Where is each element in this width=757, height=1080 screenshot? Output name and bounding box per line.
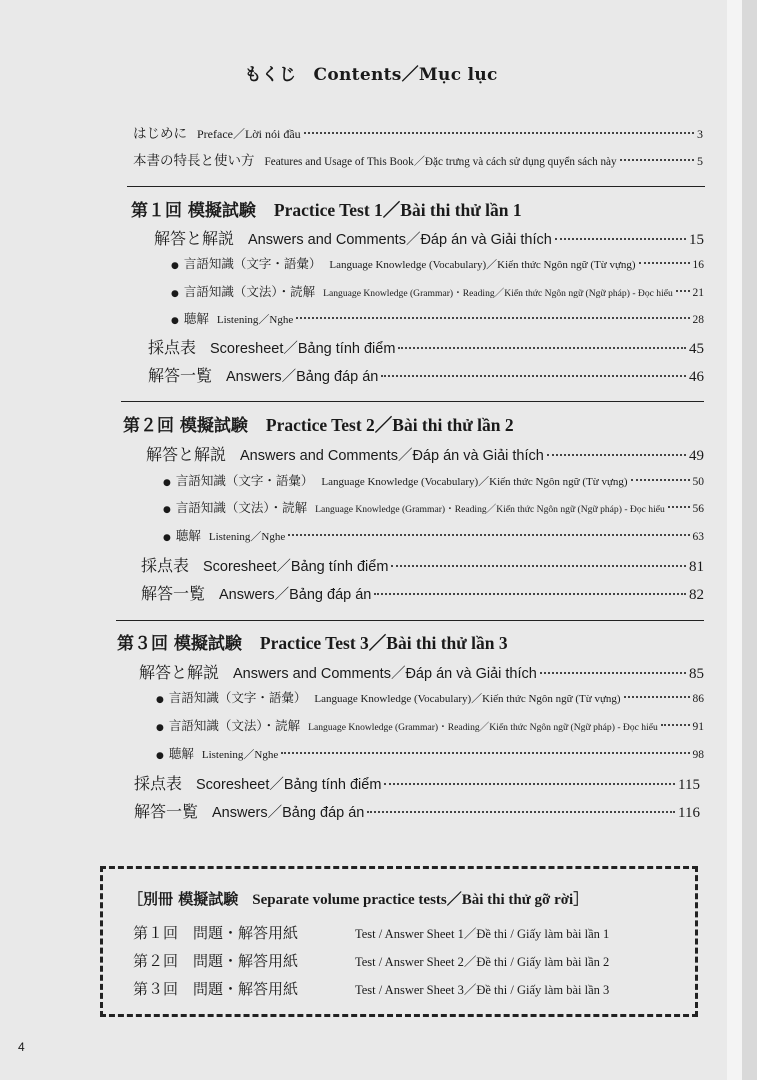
- dot-leader: [296, 317, 689, 319]
- section-rule: [127, 186, 705, 187]
- separate-row: [133, 950, 609, 971]
- entry-en: Answers／Bảng đáp án: [212, 805, 365, 821]
- dot-leader: [374, 593, 686, 595]
- toc-entry-features: [133, 149, 703, 169]
- dot-leader: [631, 479, 690, 481]
- toc-entry-scoresheet: [134, 771, 700, 794]
- page-ref: 91: [692, 721, 704, 733]
- entry-en: Listening／Nghe: [216, 314, 294, 326]
- toc-entry-vocabulary: [156, 688, 704, 706]
- dot-leader: [620, 159, 694, 161]
- dot-leader: [676, 290, 690, 292]
- separate-title-en: Separate volume practice tests／Bài thi thử gỡ rời］: [252, 892, 589, 908]
- dot-leader: [661, 724, 690, 726]
- dot-leader: [668, 506, 690, 508]
- section-heading-en: Practice Test 2／Bài thi thử lần 2: [265, 415, 514, 435]
- page-ref: 82: [689, 587, 704, 603]
- section-heading: [131, 196, 522, 222]
- dot-leader: [398, 347, 686, 349]
- separate-row-jp: 第１回 問題・解答用紙: [133, 924, 299, 942]
- entry-en: Listening／Nghe: [208, 531, 286, 543]
- toc-entry-answers: [141, 581, 704, 604]
- entry-jp: 解答一覧: [148, 366, 213, 385]
- separate-row: [133, 922, 609, 943]
- entry-en: Answers／Bảng đáp án: [226, 369, 379, 385]
- dot-leader: [547, 454, 686, 456]
- separate-row-jp: 第３回 問題・解答用紙: [133, 980, 299, 998]
- entry-en: Scoresheet／Bảng tính điểm: [203, 559, 389, 575]
- toc-entry-answers: [148, 363, 704, 386]
- entry-en: Scoresheet／Bảng tính điểm: [196, 777, 382, 793]
- entry-jp: 採点表: [141, 556, 190, 575]
- bullet-icon: ●: [171, 261, 179, 271]
- toc-entry-answers-comments: [154, 226, 704, 249]
- toc-entry-grammar: [156, 716, 704, 734]
- toc-entry-preface: [133, 122, 703, 142]
- entry-jp: 採点表: [134, 774, 183, 793]
- section-heading-en: Practice Test 1／Bài thi thử lần 1: [273, 200, 522, 220]
- section-heading: [123, 411, 514, 437]
- page-ref: 98: [692, 749, 704, 761]
- section-rule: [121, 401, 704, 402]
- section-heading-en: Practice Test 3／Bài thi thử lần 3: [259, 633, 508, 653]
- page-ref: 63: [692, 531, 704, 543]
- entry-en: Answers and Comments／Đáp án và Giải thích: [233, 666, 537, 682]
- entry-jp: 聴解: [168, 746, 194, 761]
- toc-entry-vocabulary: [171, 254, 704, 272]
- dot-leader: [304, 132, 694, 134]
- separate-title-jp: ［別冊 模擬試験: [128, 890, 239, 908]
- separate-row-jp: 第２回 問題・解答用紙: [133, 952, 299, 970]
- page-ref: 116: [678, 805, 700, 821]
- entry-en: Preface／Lời nói đầu: [197, 127, 301, 141]
- entry-jp: 言語知識（文法）・読解: [175, 500, 308, 515]
- bullet-icon: ●: [163, 505, 171, 515]
- page-ref: 81: [689, 559, 704, 575]
- dot-leader: [624, 696, 690, 698]
- separate-row: [133, 978, 609, 999]
- separate-row-en: Test / Answer Sheet 1／Đề thi / Giấy làm bài lần 1: [355, 927, 610, 941]
- dot-leader: [555, 238, 686, 240]
- section-heading-jp: 第１回 模擬試験: [131, 201, 256, 221]
- section-heading-jp: 第３回 模擬試験: [117, 634, 242, 654]
- dot-leader: [381, 375, 686, 377]
- entry-en: Language Knowledge (Vocabulary)／Kiến thức Ngôn ngữ (Từ vựng): [329, 259, 636, 271]
- page-ref: 21: [692, 287, 704, 299]
- entry-jp: 解答と解説: [139, 663, 220, 682]
- entry-jp: 解答一覧: [141, 584, 206, 603]
- dot-leader: [540, 672, 686, 674]
- entry-jp: 本書の特長と使い方: [133, 153, 255, 169]
- bullet-icon: ●: [156, 723, 164, 733]
- toc-entry-listening: [163, 526, 704, 544]
- entry-en: Language Knowledge (Grammar)・Reading／Kiến thức Ngôn ngữ (Ngữ pháp) - Đọc hiểu: [308, 722, 658, 733]
- entry-jp: 言語知識（文法）・読解: [183, 284, 316, 299]
- dot-leader: [384, 783, 675, 785]
- entry-en: Scoresheet／Bảng tính điểm: [210, 341, 396, 357]
- toc-entry-grammar: [163, 498, 704, 516]
- page-ref: 5: [697, 154, 703, 168]
- toc-entry-grammar: [171, 282, 704, 300]
- entry-jp: 言語知識（文字・語彙）: [168, 690, 307, 705]
- page-ref: 46: [689, 369, 704, 385]
- section-heading-jp: 第２回 模擬試験: [123, 416, 248, 436]
- page-ref: 56: [692, 503, 704, 515]
- entry-jp: 聴解: [175, 528, 201, 543]
- toc-entry-scoresheet: [148, 335, 704, 358]
- entry-jp: はじめに: [133, 126, 187, 142]
- entry-en: Answers and Comments／Đáp án và Giải thích: [240, 448, 544, 464]
- toc-entry-answers: [134, 799, 700, 822]
- toc-entry-scoresheet: [141, 553, 704, 576]
- toc-entry-answers-comments: [139, 660, 704, 683]
- entry-en: Answers／Bảng đáp án: [219, 587, 372, 603]
- section-heading: [117, 629, 508, 655]
- entry-jp: 採点表: [148, 338, 197, 357]
- bullet-icon: ●: [171, 289, 179, 299]
- page-ref: 15: [689, 232, 704, 248]
- entry-jp: 聴解: [183, 311, 209, 326]
- page-ref: 3: [697, 127, 703, 141]
- entry-en: Language Knowledge (Vocabulary)／Kiến thức Ngôn ngữ (Từ vựng): [314, 693, 621, 705]
- page-ref: 85: [689, 666, 704, 682]
- entry-en: Language Knowledge (Grammar)・Reading／Kiến thức Ngôn ngữ (Ngữ pháp) - Đọc hiểu: [315, 504, 665, 515]
- separate-row-en: Test / Answer Sheet 3／Đề thi / Giấy làm bài lần 3: [355, 983, 610, 997]
- separate-volume-title: [128, 888, 588, 909]
- entry-en: Answers and Comments／Đáp án và Giải thích: [248, 232, 552, 248]
- page-ref: 50: [692, 476, 704, 488]
- toc-entry-listening: [156, 744, 704, 762]
- entry-jp: 解答と解説: [146, 445, 227, 464]
- bullet-icon: ●: [171, 316, 179, 326]
- dot-leader: [639, 262, 690, 264]
- entry-jp: 言語知識（文字・語彙）: [183, 256, 322, 271]
- entry-en: Language Knowledge (Grammar)・Reading／Kiến thức Ngôn ngữ (Ngữ pháp) - Đọc hiểu: [323, 288, 673, 299]
- entry-en: Language Knowledge (Vocabulary)／Kiến thức Ngôn ngữ (Từ vựng): [321, 476, 628, 488]
- bullet-icon: ●: [163, 478, 171, 488]
- bullet-icon: ●: [163, 533, 171, 543]
- separate-row-en: Test / Answer Sheet 2／Đề thi / Giấy làm bài lần 2: [355, 955, 610, 969]
- page-ref: 16: [692, 259, 704, 271]
- bullet-icon: ●: [156, 751, 164, 761]
- page-number: 4: [18, 1040, 25, 1054]
- page-ref: 28: [692, 314, 704, 326]
- page-ref: 86: [692, 693, 704, 705]
- page-ref: 45: [689, 341, 704, 357]
- toc-entry-listening: [171, 309, 704, 327]
- entry-jp: 言語知識（文法）・読解: [168, 718, 301, 733]
- page-ref: 49: [689, 448, 704, 464]
- entry-jp: 解答一覧: [134, 802, 199, 821]
- entry-jp: 解答と解説: [154, 229, 235, 248]
- dot-leader: [281, 752, 689, 754]
- section-rule: [116, 620, 704, 621]
- page-edge: [727, 0, 742, 1080]
- entry-en: Features and Usage of This Book／Đặc trưng và cách sử dụng quyển sách này: [264, 156, 617, 168]
- bullet-icon: ●: [156, 695, 164, 705]
- page-title: もくじ Contents／Mục lục: [244, 65, 498, 85]
- dot-leader: [367, 811, 675, 813]
- entry-en: Listening／Nghe: [201, 749, 279, 761]
- toc-entry-answers-comments: [146, 442, 704, 465]
- dot-leader: [288, 534, 689, 536]
- toc-entry-vocabulary: [163, 471, 704, 489]
- dot-leader: [391, 565, 686, 567]
- entry-jp: 言語知識（文字・語彙）: [175, 473, 314, 488]
- page-ref: 115: [678, 777, 700, 793]
